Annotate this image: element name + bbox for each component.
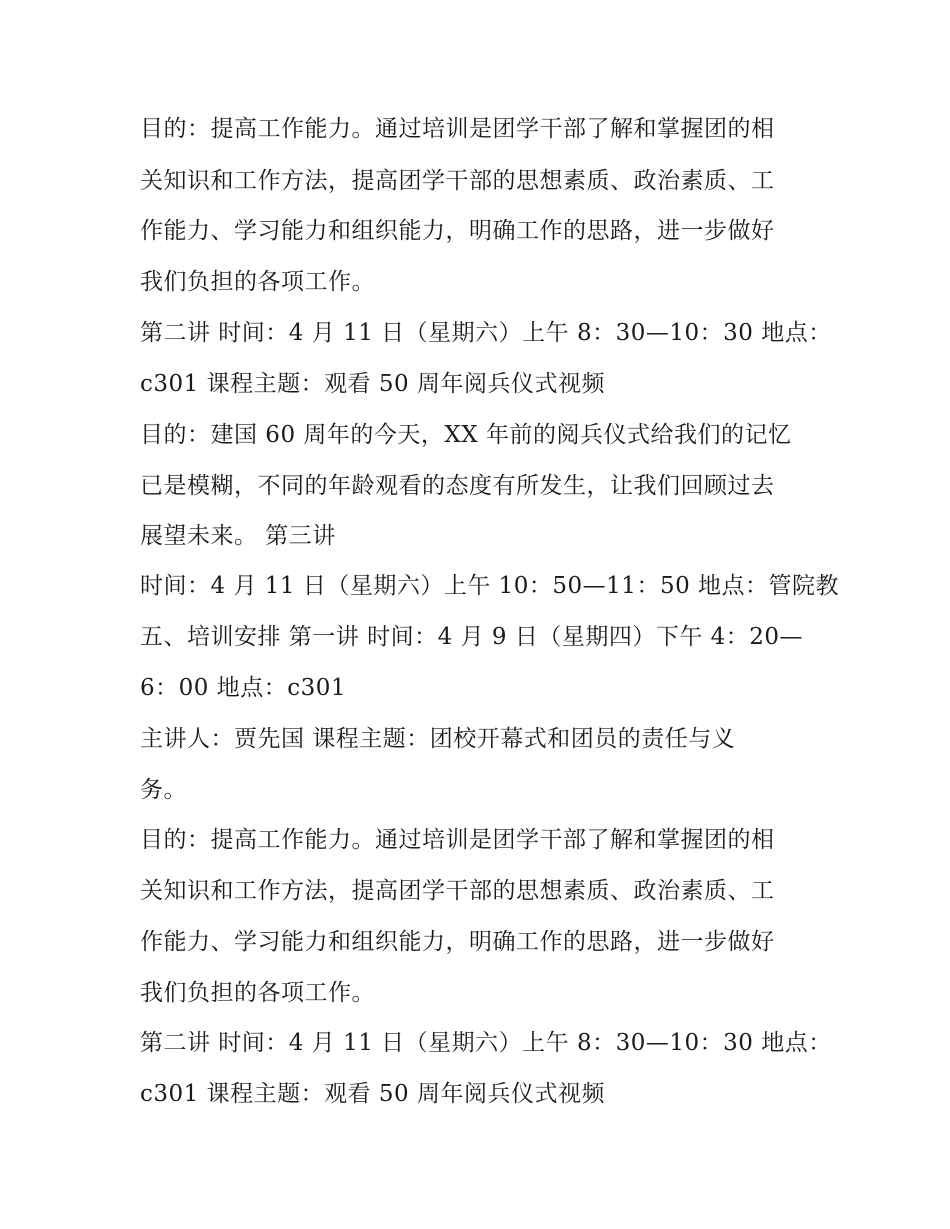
text-line: c301 课程主题：观看 50 周年阅兵仪式视频 <box>140 1081 605 1107</box>
text-line: 时间：4 月 11 日（星期六）上午 10：50—11：50 地点：管院教 <box>140 573 840 599</box>
text-line: c301 课程主题：观看 50 周年阅兵仪式视频 <box>140 371 605 397</box>
text-line: 我们负担的各项工作。 <box>140 269 375 295</box>
text-line: 关知识和工作方法，提高团学干部的思想素质、政治素质、工 <box>140 878 775 904</box>
text-line: 已是模糊，不同的年龄观看的态度有所发生，让我们回顾过去 <box>140 473 775 499</box>
text-line: 第二讲 时间：4 月 11 日（星期六）上午 8：30—10：30 地点： <box>140 1030 832 1056</box>
text-line: 作能力、学习能力和组织能力，明确工作的思路，进一步做好 <box>140 929 775 955</box>
text-line: 目的：提高工作能力。通过培训是团学干部了解和掌握团的相 <box>140 116 775 142</box>
text-line: 展望未来。 第三讲 <box>140 523 336 549</box>
text-line: 五、培训安排 第一讲 时间：4 月 9 日（星期四）下午 4：20— <box>140 624 804 650</box>
text-line: 作能力、学习能力和组织能力，明确工作的思路，进一步做好 <box>140 218 775 244</box>
text-line: 务。 <box>140 777 187 803</box>
text-line: 6：00 地点：c301 <box>140 675 346 701</box>
text-line: 第二讲 时间：4 月 11 日（星期六）上午 8：30—10：30 地点： <box>140 320 832 346</box>
text-line: 目的：建国 60 周年的今天，XX 年前的阅兵仪式给我们的记忆 <box>140 422 792 448</box>
text-line: 主讲人：贾先国 课程主题：团校开幕式和团员的责任与义 <box>140 726 736 752</box>
text-line: 关知识和工作方法，提高团学干部的思想素质、政治素质、工 <box>140 168 775 194</box>
text-line: 目的：提高工作能力。通过培训是团学干部了解和掌握团的相 <box>140 827 775 853</box>
text-line: 我们负担的各项工作。 <box>140 980 375 1006</box>
